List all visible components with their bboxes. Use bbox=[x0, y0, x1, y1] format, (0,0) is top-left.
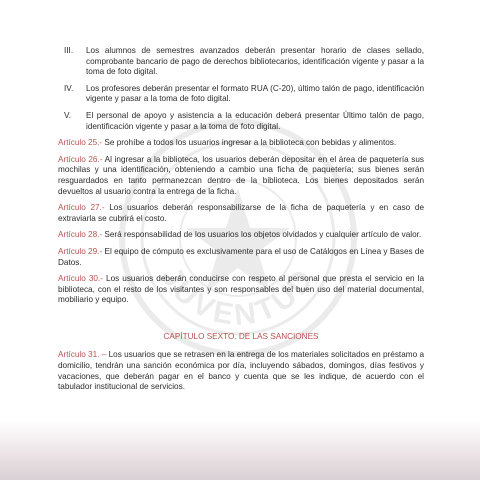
article-label: Artículo 30.- bbox=[58, 274, 103, 284]
roman-item-text: Los alumnos de semestres avanzados deberán presentar horario de clases sellado, comprobante bancario de pago de derechos bibliotecarios, identificación vigente y pasar a la toma de foto digital. bbox=[86, 46, 424, 77]
roman-item-text: Los profesores deberán presentar el formato RUA (C-20), último talón de pago, identificación vigente y pasar a la toma de foto digital. bbox=[86, 83, 424, 104]
article-30 bbox=[58, 274, 424, 306]
roman-numeral: V. bbox=[64, 110, 71, 120]
roman-numeral: III. bbox=[64, 46, 74, 55]
article-text: Se prohíbe a todos los usuarios ingresar a la biblioteca con bebidas y alimentos. bbox=[104, 138, 397, 148]
footer-band bbox=[0, 420, 480, 480]
article-label: Artículo 27.- bbox=[58, 203, 105, 213]
chapter-heading: CAPÍTULO SEXTO. DE LAS SANCIONES bbox=[163, 331, 319, 341]
watermark-text: JUVENTUD bbox=[154, 260, 322, 333]
article-31 bbox=[58, 350, 424, 392]
article-26 bbox=[58, 155, 424, 197]
article-label: Artículo 25.- bbox=[58, 138, 103, 148]
roman-list-item bbox=[58, 111, 424, 132]
article-text: Los usuarios deberán conducirse con respeto al personal que presta el servicio en la biblioteca, con el resto de los visitantes y son responsables del buen uso del material documental, mobiliario y equipo. bbox=[58, 274, 425, 305]
article-label: Artículo 31. – bbox=[58, 350, 107, 360]
document-body bbox=[58, 46, 424, 399]
roman-item-text: El personal de apoyo y asistencia a la educación deberá presentar Último talón de pago, identificación vigente y pasar a la toma de foto digital. bbox=[86, 110, 424, 131]
article-text: El equipo de cómputo es exclusivamente para el uso de Catálogos en Línea y Bases de Datos. bbox=[58, 246, 424, 267]
article-label: Artículo 26.- bbox=[58, 154, 103, 164]
article-text: Será responsabilidad de los usuarios los objetos olvidados y cualquier artículo de valor. bbox=[104, 230, 422, 240]
article-28 bbox=[58, 230, 424, 241]
article-label: Artículo 28.- bbox=[58, 230, 103, 240]
roman-numeral: IV. bbox=[64, 83, 74, 93]
article-label: Artículo 29.- bbox=[58, 246, 103, 256]
article-text: Los usuarios que se retrasen en la entrega de los materiales solicitados en préstamo a domicilio, tendrán una sanción económica por día, incluyendo sábados, domingos, días festivos y vacaciones, que deberán pagar en el banco y cuenta que se les indique, de acuerdo con el tabulador institucional de servicios. bbox=[58, 350, 424, 392]
article-25 bbox=[58, 138, 424, 149]
article-27 bbox=[58, 203, 424, 224]
article-29 bbox=[58, 247, 424, 268]
roman-list-item bbox=[58, 84, 424, 105]
article-text: Los usuarios deberán responsabilizarse de la ficha de paquetería y en caso de extraviarla se cubrirá el costo. bbox=[58, 203, 425, 223]
roman-list-item bbox=[58, 46, 424, 78]
article-text: Al ingresar a la biblioteca, los usuarios deberán depositar en el área de paquetería sus mochilas y una identificación, obteniendo a cambio una ficha de paquetería; sus bienes serán resguardados en tanto permanezcan dentro de la biblioteca. Los bienes depositados serán devueltos al usuario contra la entrega de la ficha. bbox=[58, 154, 425, 196]
